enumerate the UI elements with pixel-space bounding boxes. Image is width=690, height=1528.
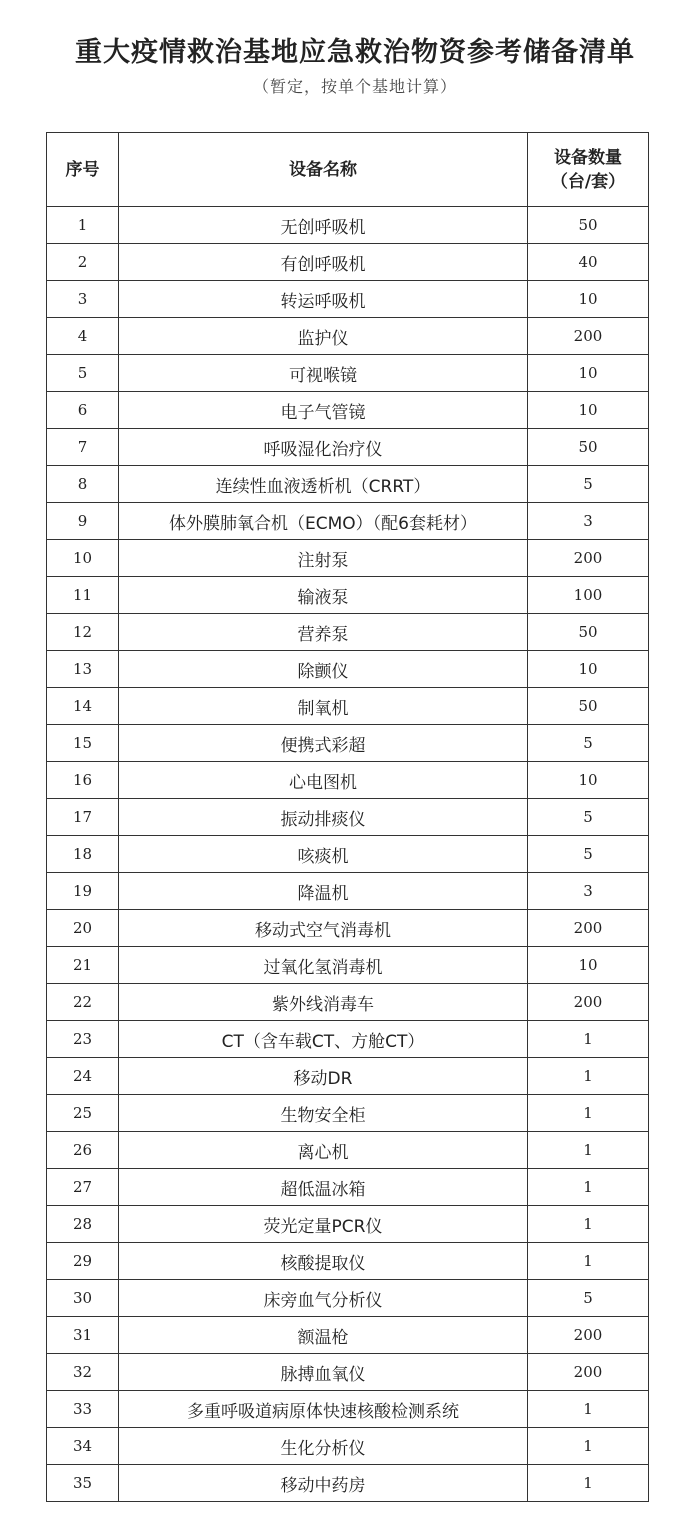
row-quantity: 10 [528,355,649,392]
table-row [47,207,649,244]
table-row [47,392,649,429]
row-index: 11 [47,577,119,614]
row-equipment-name: 紫外线消毒车 [119,984,528,1021]
row-equipment-name: 便携式彩超 [119,725,528,762]
row-index: 29 [47,1243,119,1280]
row-quantity: 5 [528,466,649,503]
row-quantity: 1 [528,1206,649,1243]
row-index: 28 [47,1206,119,1243]
table-row [47,355,649,392]
row-equipment-name: 营养泵 [119,614,528,651]
row-quantity: 1 [528,1391,649,1428]
row-equipment-name: 转运呼吸机 [119,281,528,318]
header-quantity-line1: 设备数量 [554,147,622,168]
row-quantity: 100 [528,577,649,614]
row-equipment-name: 连续性血液透析机（CRRT） [119,466,528,503]
row-quantity: 10 [528,281,649,318]
row-equipment-name: 过氧化氢消毒机 [119,947,528,984]
table-row [47,1391,649,1428]
row-equipment-name: 生物安全柜 [119,1095,528,1132]
row-equipment-name: 额温枪 [119,1317,528,1354]
row-index: 30 [47,1280,119,1317]
row-index: 34 [47,1428,119,1465]
row-index: 35 [47,1465,119,1502]
row-equipment-name: 呼吸湿化治疗仪 [119,429,528,466]
row-index: 31 [47,1317,119,1354]
table-row [47,1021,649,1058]
header-index: 序号 [47,133,119,207]
row-quantity: 1 [528,1428,649,1465]
row-equipment-name: 多重呼吸道病原体快速核酸检测系统 [119,1391,528,1428]
row-equipment-name: 可视喉镜 [119,355,528,392]
row-index: 10 [47,540,119,577]
row-index: 8 [47,466,119,503]
row-equipment-name: 床旁血气分析仪 [119,1280,528,1317]
row-index: 27 [47,1169,119,1206]
row-quantity: 1 [528,1095,649,1132]
row-index: 21 [47,947,119,984]
row-equipment-name: 荧光定量PCR仪 [119,1206,528,1243]
row-equipment-name: 降温机 [119,873,528,910]
table-row [47,1132,649,1169]
row-equipment-name: 输液泵 [119,577,528,614]
header-name: 设备名称 [119,133,528,207]
equipment-table [46,132,649,1502]
row-index: 20 [47,910,119,947]
row-quantity: 1 [528,1465,649,1502]
row-quantity: 10 [528,651,649,688]
row-index: 5 [47,355,119,392]
row-index: 19 [47,873,119,910]
row-index: 23 [47,1021,119,1058]
row-index: 4 [47,318,119,355]
row-index: 18 [47,836,119,873]
row-equipment-name: 注射泵 [119,540,528,577]
table-row [47,244,649,281]
row-equipment-name: 移动DR [119,1058,528,1095]
row-index: 16 [47,762,119,799]
row-quantity: 5 [528,725,649,762]
row-index: 12 [47,614,119,651]
row-index: 26 [47,1132,119,1169]
table-row [47,799,649,836]
table-row [47,281,649,318]
table-row [47,1058,649,1095]
row-index: 9 [47,503,119,540]
row-quantity: 1 [528,1169,649,1206]
row-equipment-name: 有创呼吸机 [119,244,528,281]
row-quantity: 50 [528,688,649,725]
row-index: 14 [47,688,119,725]
row-equipment-name: 监护仪 [119,318,528,355]
row-quantity: 1 [528,1058,649,1095]
row-quantity: 200 [528,910,649,947]
table-row [47,836,649,873]
row-quantity: 1 [528,1021,649,1058]
table-row [47,577,649,614]
table-row [47,1243,649,1280]
table-row [47,651,649,688]
row-equipment-name: 移动中药房 [119,1465,528,1502]
row-quantity: 3 [528,873,649,910]
row-quantity: 5 [528,799,649,836]
row-quantity: 10 [528,947,649,984]
row-index: 33 [47,1391,119,1428]
row-index: 17 [47,799,119,836]
table-row [47,1428,649,1465]
header-quantity [528,133,649,207]
row-index: 13 [47,651,119,688]
table-row [47,318,649,355]
table-row [47,429,649,466]
row-quantity: 200 [528,1317,649,1354]
row-index: 32 [47,1354,119,1391]
row-index: 22 [47,984,119,1021]
document-title: 重大疫情救治基地应急救治物资参考储备清单 [75,37,635,68]
row-equipment-name: 核酸提取仪 [119,1243,528,1280]
row-quantity: 200 [528,540,649,577]
row-equipment-name: 生化分析仪 [119,1428,528,1465]
row-index: 24 [47,1058,119,1095]
table-row [47,873,649,910]
row-index: 2 [47,244,119,281]
table-row [47,503,649,540]
table-row [47,762,649,799]
row-quantity: 50 [528,614,649,651]
row-index: 15 [47,725,119,762]
row-equipment-name: 除颤仪 [119,651,528,688]
table-row [47,910,649,947]
table-row [47,540,649,577]
table-row [47,466,649,503]
table-row [47,984,649,1021]
row-equipment-name: 无创呼吸机 [119,207,528,244]
row-index: 1 [47,207,119,244]
table-row [47,947,649,984]
row-equipment-name: 超低温冰箱 [119,1169,528,1206]
row-quantity: 50 [528,429,649,466]
row-quantity: 1 [528,1243,649,1280]
row-equipment-name: 电子气管镜 [119,392,528,429]
table-row [47,614,649,651]
row-equipment-name: 离心机 [119,1132,528,1169]
table-body [47,207,649,1502]
row-equipment-name: 制氧机 [119,688,528,725]
row-quantity: 10 [528,762,649,799]
row-index: 6 [47,392,119,429]
row-equipment-name: CT（含车载CT、方舱CT） [119,1021,528,1058]
table-row [47,725,649,762]
row-quantity: 1 [528,1132,649,1169]
row-quantity: 200 [528,1354,649,1391]
table-header-row [47,133,649,207]
row-quantity: 5 [528,1280,649,1317]
row-equipment-name: 脉搏血氧仪 [119,1354,528,1391]
row-equipment-name: 移动式空气消毒机 [119,910,528,947]
row-equipment-name: 振动排痰仪 [119,799,528,836]
table-row [47,1354,649,1391]
row-equipment-name: 心电图机 [119,762,528,799]
table-row [47,1206,649,1243]
row-quantity: 40 [528,244,649,281]
header-quantity-line2: （台/套） [550,171,626,192]
row-index: 7 [47,429,119,466]
table-row [47,1465,649,1502]
row-index: 3 [47,281,119,318]
row-quantity: 200 [528,984,649,1021]
row-equipment-name: 体外膜肺氧合机（ECMO）（配6套耗材） [119,503,528,540]
table-row [47,1095,649,1132]
table-row [47,1169,649,1206]
table-row [47,1317,649,1354]
row-quantity: 5 [528,836,649,873]
row-quantity: 50 [528,207,649,244]
table-row [47,688,649,725]
row-index: 25 [47,1095,119,1132]
row-equipment-name: 咳痰机 [119,836,528,873]
document-subtitle: （暂定，按单个基地计算） [252,77,457,96]
row-quantity: 10 [528,392,649,429]
row-quantity: 200 [528,318,649,355]
table-row [47,1280,649,1317]
row-quantity: 3 [528,503,649,540]
